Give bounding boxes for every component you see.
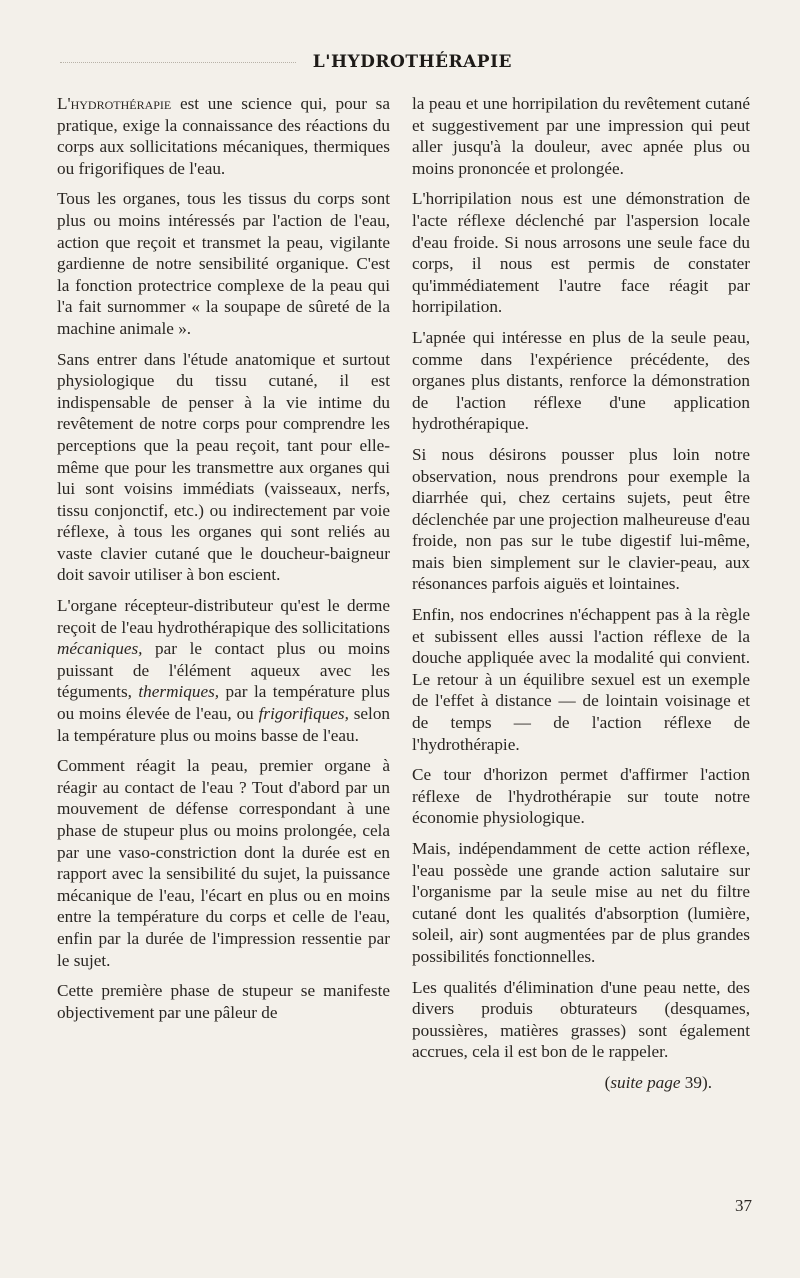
paragraph: Si nous désirons pousser plus loin notre observation, nous prendrons pour exemple la diarrhée qui, chez certains sujets, peut être déclenchée par une projection malheureuse d'eau froide, non pas sur le tube digestif lui-même, mais bien simplement sur le clavier-peau, aux résonances parfois aiguës et lointaines.: [412, 444, 750, 594]
paragraph: L'apnée qui intéresse en plus de la seule peau, comme dans l'expérience précédente, des organes plus distants, renforce la démonstration de l'action réflexe d'une application hydrothérapique.: [412, 327, 750, 434]
paragraph: Sans entrer dans l'étude anatomique et surtout physiologique du tissu cutané, il est indispensable de penser à la vie intime du revêtement de notre corps pour comprendre les perceptions que la peau reçoit, tant pour elle-même que pour les transmettre aux organes qui lui sont voisins immédiats (vaisseaux, nerfs, tissu conjonctif, etc.) ou indirectement par voie réflexe, à tous les organes qui sont reliés au vaste clavier cutané que le doucheur-baigneur doit savoir utiliser à bon escient.: [57, 349, 390, 585]
page-number: 37: [735, 1196, 752, 1215]
paragraph: Les qualités d'élimination d'une peau nette, des divers produis obturateurs (desquames, poussières, matières grasses) sont également accrues, cela il est bon de le rappeler.: [412, 977, 750, 1062]
paragraph: Comment réagit la peau, premier organe à réagir au contact de l'eau ? Tout d'abord par un mouvement de défense correspondant à une phase de stupeur plus ou moins prolongée, cela par une vaso-constriction dont la durée est en rapport avec la sensibilité du sujet, la puissance mécanique de l'eau, l'écart en plus ou en moins entre la température du corps et celle de l'eau, enfin par la durée de l'impression ressentie par le sujet.: [57, 756, 390, 970]
paragraph: Ce tour d'horizon permet d'affirmer l'action réflexe de l'hydrothérapie sur toute notre économie physiologique.: [412, 765, 750, 828]
paragraph: Tous les organes, tous les tissus du corps sont plus ou moins intéressés par l'action de l'eau, action que reçoit et transmet la peau, vigilante gardienne de notre sensibilité organique. C'est la fonction protectrice complexe de la peau qui l'a fait surnommer « la soupape de sûreté de la machine animale ».: [57, 189, 390, 338]
right-column: [412, 93, 750, 1103]
continuation-note: (suite page 39).: [604, 1072, 712, 1092]
running-head: L'HYDROTHÉRAPIE: [312, 52, 512, 72]
italic-term: thermiques,: [138, 682, 220, 702]
paragraph: Mais, indépendamment de cette action réflexe, l'eau possède une grande action salutaire sur l'organisme par la seule mise au net du filtre cutané dont les qualités d'absorption (lumière, soleil, air) sont augmentées par de plus grandes possibilités fonctionnelles.: [412, 839, 750, 966]
left-column: [57, 93, 390, 1032]
paragraph: la peau et une horripilation du revêtement cutané et suggestivement par une impression qui peut aller jusqu'à la douleur, avec apnée plus ou moins prononcée et prolongée.: [412, 94, 750, 178]
italic-term: mécaniques,: [57, 639, 143, 659]
paragraph: Cette première phase de stupeur se manifeste objectivement par une pâleur de: [57, 981, 390, 1022]
paragraph: L'organe récepteur-distributeur qu'est le derme reçoit de l'eau hydrothérapique des sollicitations mécaniques, par le contact plus ou moins puissant de l'élément aqueux avec les téguments, thermiques, par la température plus ou moins élevée de l'eau, ou frigorifiques, selon la température plus ou moins basse de l'eau.: [57, 596, 391, 745]
header-rule: [60, 62, 296, 63]
italic-term: frigorifiques,: [258, 704, 349, 724]
paragraph: L'horripilation nous est une démonstration de l'acte réflexe déclenché par l'aspersion locale d'eau froide. Si nous arrosons une seule face du corps, il nous est permis de constater qu'immédiatement l'autre face réagit par horripilation.: [412, 189, 750, 317]
paragraph: Enfin, nos endocrines n'échappent pas à la règle et subissent elles aussi l'action réflexe de la douche appliquée avec la modalité qui convient. Le retour à un équilibre sexuel est un exemple de l'effet à distance — de lointain voisinage et de temps — de l'action réflexe de l'hydrothérapie.: [412, 605, 750, 754]
lead-word: L'hydrothérapie: [57, 94, 172, 113]
paragraph: L'hydrothérapie est une science qui, pour sa pratique, exige la connaissance des réactions du corps aux sollicitations mécaniques, thermiques ou frigorifiques de l'eau.: [57, 94, 390, 178]
